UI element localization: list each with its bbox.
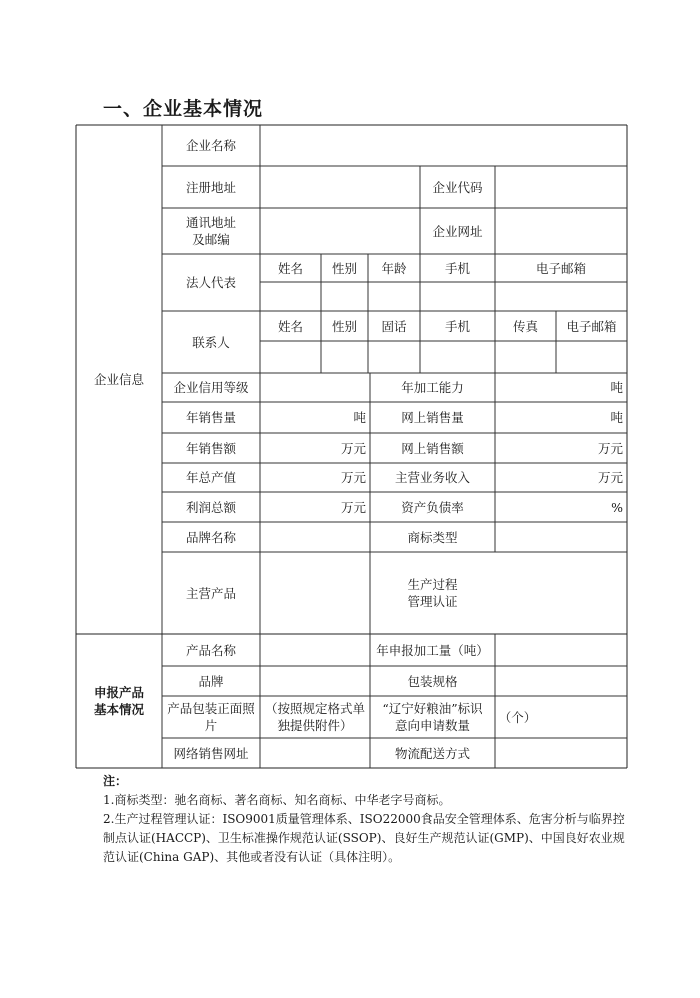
group-label-product-info [76,634,162,768]
label-registered-address: 注册地址 [185,179,236,195]
label-annual-sales-amount: 年销售额 [185,440,236,456]
label-trademark-type: 商标类型 [407,529,458,545]
contact-header-email: 电子邮箱 [566,318,617,334]
label-package-spec: 包装规格 [407,673,458,689]
label-logistics: 物流配送方式 [394,745,470,761]
notes-heading: 注： [103,774,128,788]
label-contact-person: 联系人 [192,334,230,350]
section-title: 一、企业基本情况 [103,98,264,120]
label-product-name: 产品名称 [185,642,236,658]
label-process-certification [370,552,495,634]
label-package-photo-line2: 片 [204,718,218,733]
field-logo-application-count[interactable] [540,696,627,738]
field-contact-mobile[interactable] [420,341,495,373]
contact-header-gender: 性别 [331,318,357,334]
unit-logo-application-count: （个） [498,709,537,725]
field-company-name[interactable] [260,125,627,166]
label-mailing-address-line1: 通讯地址 [185,215,236,230]
unit-online-sales-volume: 吨 [610,410,623,425]
field-brand-name[interactable] [260,522,370,552]
field-annual-declared-volume[interactable] [495,634,627,666]
label-mailing-address-line2: 及邮编 [192,232,230,247]
package-photo-attachment-note [260,696,370,738]
field-legal-rep-name[interactable] [260,282,321,311]
label-annual-declared-volume: 年申报加工量（吨） [376,642,489,658]
contact-header-fax: 传真 [512,318,538,334]
label-company-code: 企业代码 [432,179,483,195]
field-contact-gender[interactable] [321,341,368,373]
field-legal-rep-email[interactable] [495,282,627,311]
legal-rep-header-email: 电子邮箱 [535,260,586,276]
label-logo-application-count-line1: “辽宁好粮油”标识 [382,701,483,716]
field-company-website[interactable] [495,208,627,254]
label-mailing-address [162,208,260,254]
field-online-sales-url[interactable] [260,738,370,768]
label-total-profit: 利润总额 [185,499,236,515]
label-logo-application-count [370,696,495,738]
notes-section [103,772,633,867]
attachment-note-line1: （按照规定格式单 [264,701,365,716]
label-process-certification-line2: 管理认证 [407,594,458,609]
label-annual-output-value: 年总产值 [185,470,236,485]
label-main-products: 主营产品 [185,585,236,601]
field-legal-rep-gender[interactable] [321,282,368,311]
field-company-code[interactable] [495,166,627,208]
field-logistics[interactable] [495,738,627,768]
group-label-product-info-line2: 基本情况 [93,702,144,717]
unit-annual-sales-amount: 万元 [340,440,366,456]
label-online-sales-amount: 网上销售额 [401,440,464,456]
label-credit-rating: 企业信用等级 [173,380,249,395]
contact-header-name: 姓名 [277,318,303,334]
field-mailing-address[interactable] [260,208,420,254]
field-trademark-type[interactable] [495,522,627,552]
legal-rep-header-name: 姓名 [277,260,303,276]
unit-annual-output-value: 万元 [340,470,366,485]
label-debt-ratio: 资产负债率 [401,499,464,515]
group-label-product-info-line1: 申报产品 [93,685,144,700]
label-package-photo-line1: 产品包装正面照 [167,701,255,716]
field-registered-address[interactable] [260,166,420,208]
unit-annual-capacity: 吨 [610,380,623,395]
label-process-certification-line1: 生产过程 [407,577,458,592]
field-legal-rep-age[interactable] [368,282,420,311]
legal-rep-header-mobile: 手机 [444,260,470,276]
field-credit-rating[interactable] [260,373,370,402]
attachment-note-line2: 独提供附件） [277,718,353,733]
unit-total-profit: 万元 [340,499,366,515]
label-company-name: 企业名称 [185,138,236,153]
note-item-certification: 2.生产过程管理认证：ISO9001质量管理体系、ISO22000食品安全管理体系、危害分析与临界控制点认证(HACCP)、卫生标准操作规范认证(SSOP)、良好生产规范认证(GMP)、中国良好农业规范认证(China GAP)、其他或者没有认证（具体注明）。 [103,812,625,864]
label-annual-capacity: 年加工能力 [401,380,464,395]
field-contact-email[interactable] [556,341,627,373]
contact-header-mobile: 手机 [444,318,470,334]
label-main-business-income: 主营业务收入 [394,470,470,485]
contact-header-landline: 固话 [381,318,407,334]
legal-rep-header-age: 年龄 [381,260,407,276]
field-legal-rep-mobile[interactable] [420,282,495,311]
field-main-products[interactable] [260,552,370,634]
field-contact-name[interactable] [260,341,321,373]
label-logo-application-count-line2: 意向申请数量 [394,718,470,733]
group-label-enterprise-info: 企业信息 [93,372,144,387]
label-brand-name: 品牌名称 [185,529,236,545]
field-contact-landline[interactable] [368,341,420,373]
field-product-name[interactable] [260,634,370,666]
unit-online-sales-amount: 万元 [597,440,623,456]
label-online-sales-url: 网络销售网址 [173,745,249,761]
legal-rep-header-gender: 性别 [331,260,357,276]
label-package-photo [162,696,260,738]
unit-main-business-income: 万元 [597,470,623,485]
field-process-certification[interactable] [495,552,627,634]
field-package-spec[interactable] [495,666,627,696]
unit-annual-sales-volume: 吨 [353,410,366,425]
unit-debt-ratio: % [611,499,623,515]
label-annual-sales-volume: 年销售量 [185,410,236,425]
label-legal-representative: 法人代表 [185,275,236,290]
label-online-sales-volume: 网上销售量 [401,410,464,425]
label-brand: 品牌 [198,673,224,689]
label-company-website: 企业网址 [432,223,483,239]
field-brand[interactable] [260,666,370,696]
field-contact-fax[interactable] [495,341,556,373]
note-item-trademark: 1.商标类型：驰名商标、著名商标、知名商标、中华老字号商标。 [103,793,451,807]
